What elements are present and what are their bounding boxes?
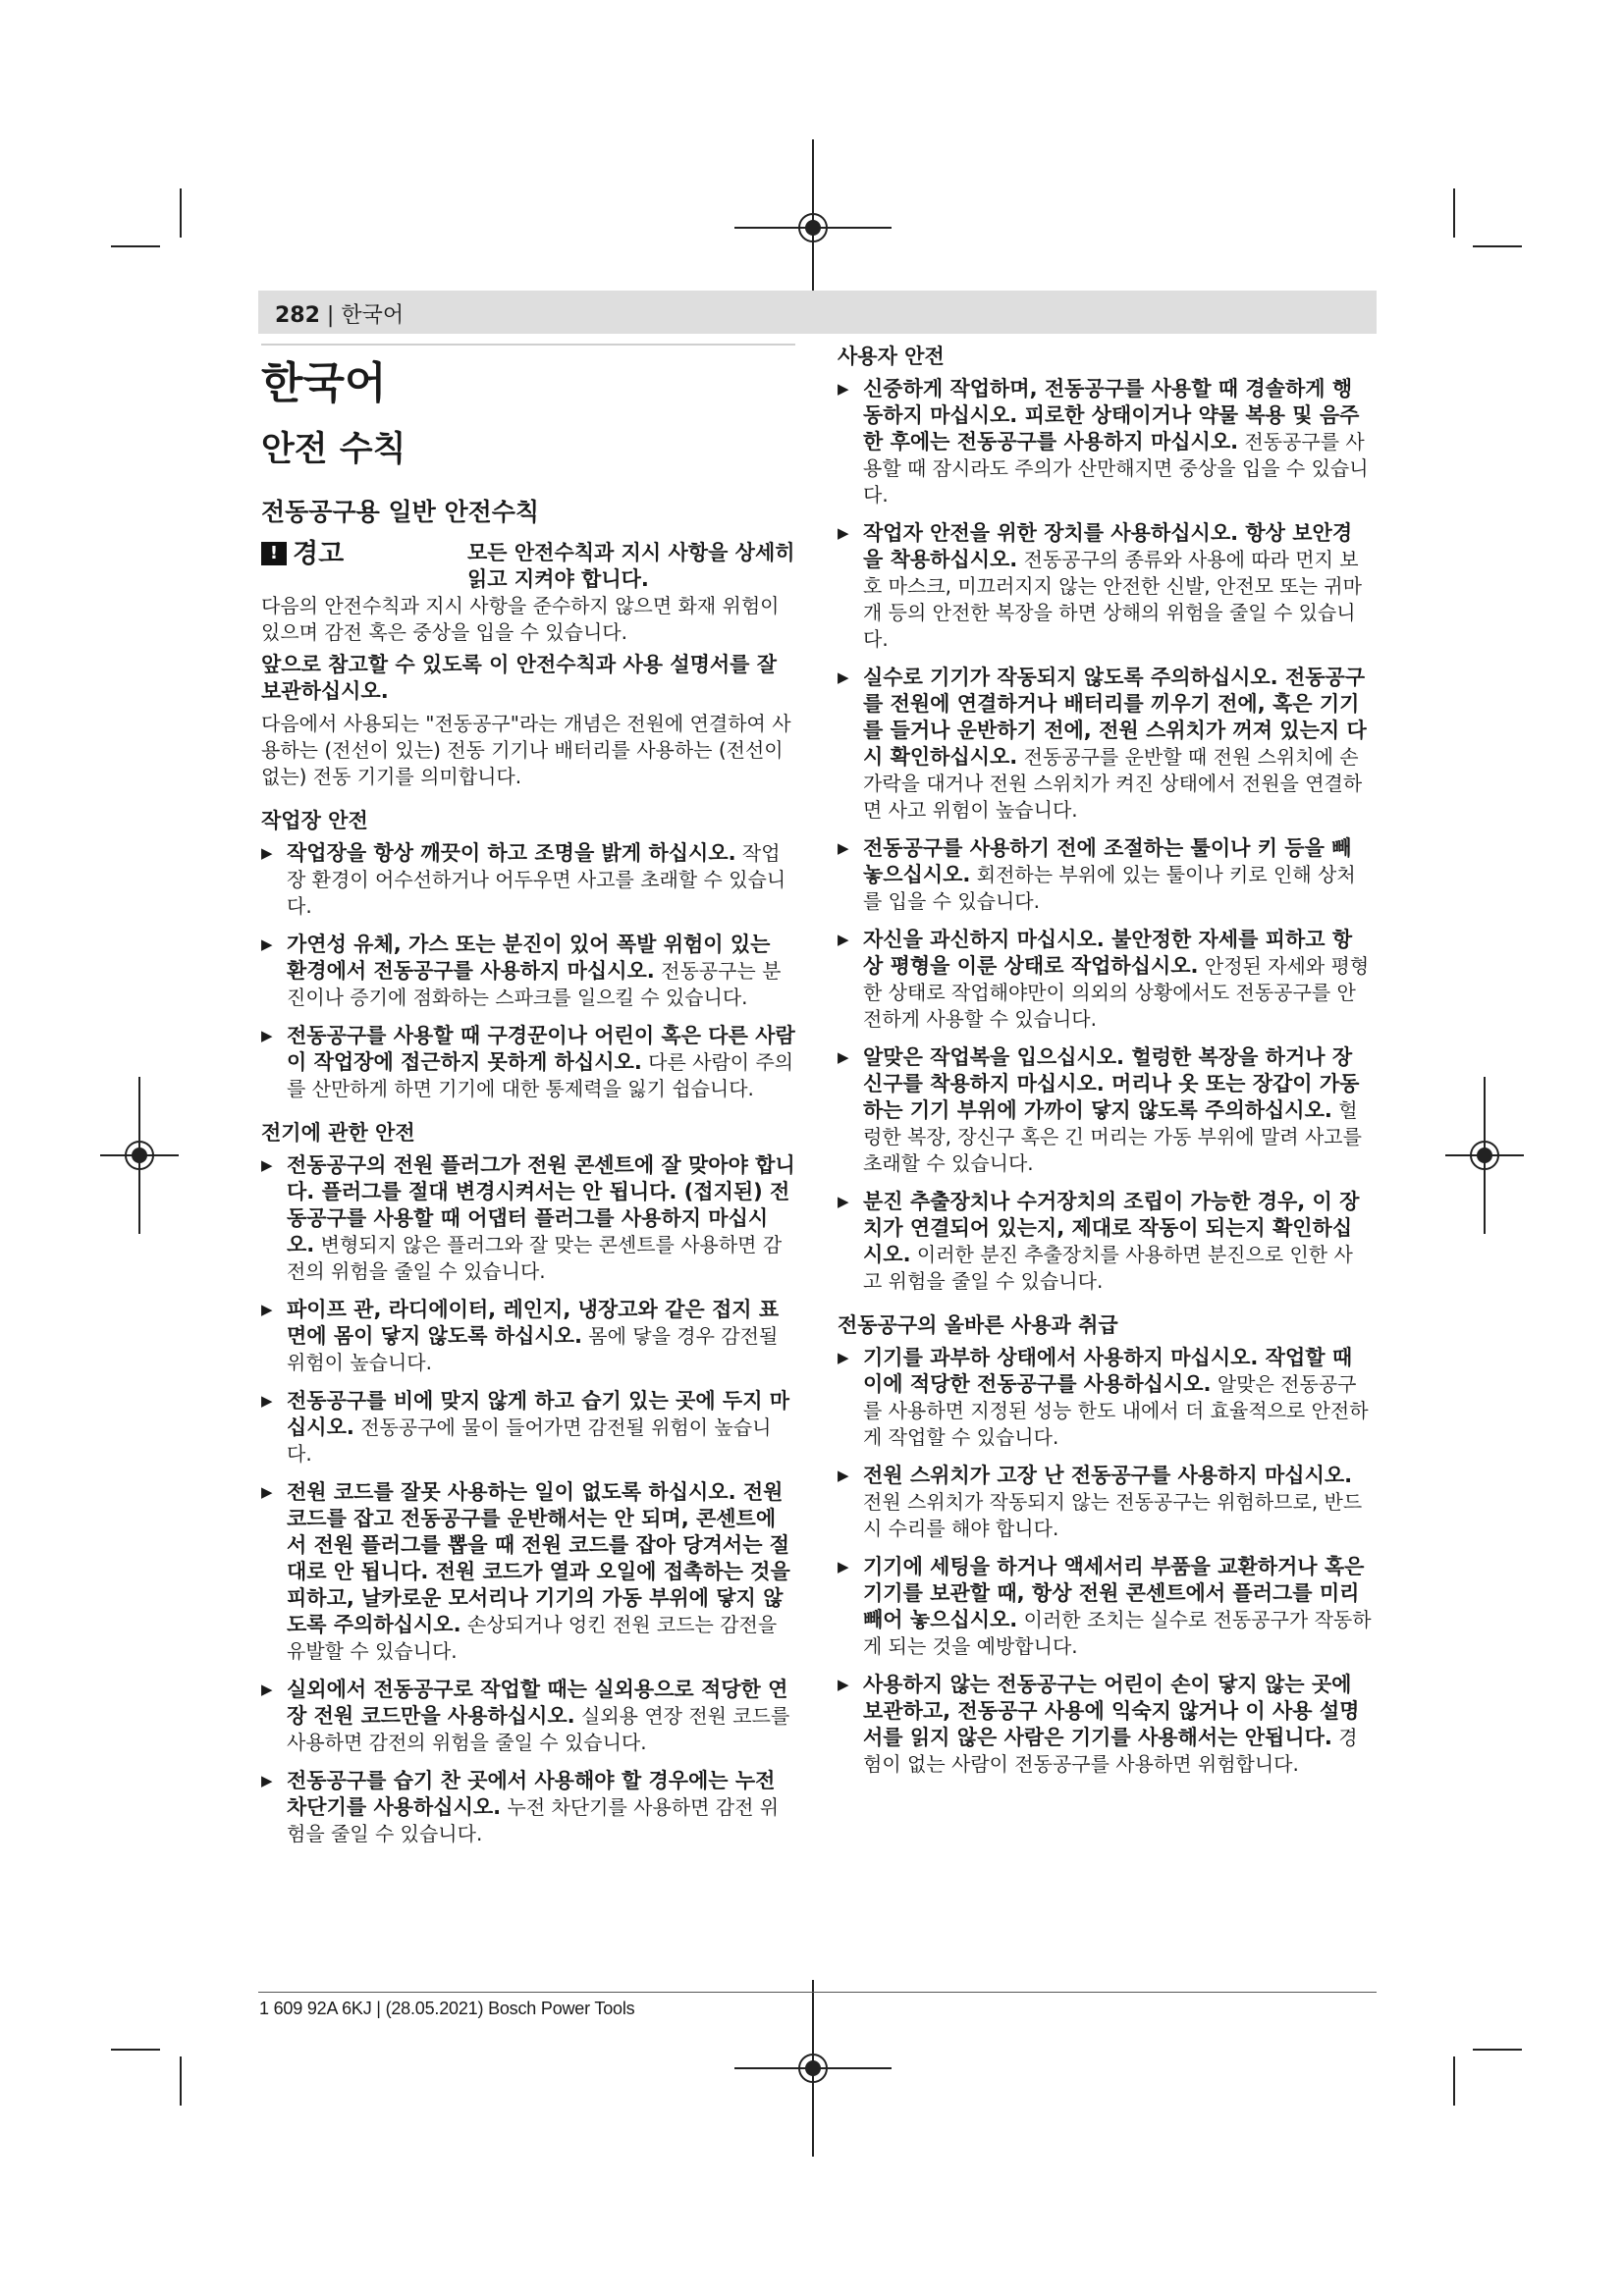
item-bold: 가연성 유체, 가스 또는 분진이 있어 폭발 위험이 있는 환경에서 전동공구를 사용하지 마십시오. — [287, 933, 771, 983]
left-column — [261, 344, 795, 1859]
item-bold: 실외에서 전동공구로 작업할 때는 실외용으로 적당한 연장 전원 코드만을 사용하십시오. — [287, 1678, 788, 1728]
list-item — [838, 835, 1372, 915]
doc-number: 1 609 92A 6KJ — [259, 1999, 372, 2018]
list-item — [838, 1345, 1372, 1451]
list-item — [261, 1479, 795, 1665]
item-bold: 전동공구를 습기 찬 곳에서 사용해야 할 경우에는 누전 차단기를 사용하십시오. — [287, 1769, 776, 1819]
list-item — [261, 932, 795, 1011]
item-bold: 실수로 기기가 작동되지 않도록 주의하십시오. 전동공구를 전원에 연결하거나 배터리를 끼우기 전에, 혹은 기기를 들거나 운반하기 전에, 전원 스위치가 꺼져 있는지 다시 확인하십시오. — [863, 666, 1367, 769]
item-bold: 알맞은 작업복을 입으십시오. 헐렁한 복장을 하거나 장신구를 착용하지 마십시오. 머리나 옷 또는 장갑이 가동하는 기기 부위에 가까이 닿지 않도록 주의하십시오. — [863, 1045, 1360, 1122]
work-area-heading: 작업장 안전 — [261, 809, 368, 832]
page-header — [275, 298, 404, 329]
list-item — [261, 1388, 795, 1468]
list-item — [838, 1189, 1372, 1295]
section-title: 안전 수칙 — [261, 430, 406, 469]
header-separator: | — [319, 303, 342, 328]
footer-brand: Bosch Power Tools — [483, 1999, 635, 2018]
item-text: 전원 스위치가 작동되지 않는 전동공구는 위험하므로, 반드시 수리를 해야 합니다. — [863, 1490, 1363, 1540]
item-bold: 전동공구를 사용할 때 구경꾼이나 어린이 혹은 다른 사람이 작업장에 접근하지 못하게 하십시오. — [287, 1024, 795, 1074]
footer-rule — [258, 1992, 1377, 1993]
item-text: 전동공구를 운반할 때 전원 스위치에 손가락을 대거나 전원 스위치가 켜진 상태에서 전원을 연결하면 사고 위험이 높습니다. — [863, 745, 1363, 822]
list-item — [838, 520, 1372, 653]
warning-block — [261, 540, 795, 593]
registration-mark-top — [725, 139, 901, 316]
crop-mark — [1453, 2056, 1455, 2106]
item-text: 실외용 연장 전원 코드를 사용하면 감전의 위험을 줄일 수 있습니다. — [287, 1704, 790, 1754]
work-area-list — [261, 840, 795, 1102]
registration-mark-right — [1445, 1067, 1524, 1244]
registration-mark-left — [100, 1067, 179, 1244]
definition-text: 다음에서 사용되는 "전동공구"라는 개념은 전원에 연결하여 사용하는 (전선이 있는) 전동 기기나 배터리를 사용하는 (전선이 없는) 전동 기기를 의미합니다. — [261, 712, 791, 788]
crop-mark — [1473, 245, 1522, 247]
page-number: 282 — [275, 303, 320, 328]
item-bold: 기기에 세팅을 하거나 액세서리 부품을 교환하거나 혹은 기기를 보관할 때, 항상 전원 콘센트에서 플러그를 미리 빼어 놓으십시오. — [863, 1555, 1365, 1631]
item-text: 손상되거나 엉킨 전원 코드는 감전을 유발할 수 있습니다. — [287, 1613, 778, 1663]
list-item — [261, 1297, 795, 1376]
page-header-bar — [258, 291, 1377, 334]
item-text: 이러한 분진 추출장치를 사용하면 분진으로 인한 사고 위험을 줄일 수 있습니다. — [863, 1243, 1353, 1293]
item-text: 몸에 닿을 경우 감전될 위험이 높습니다. — [287, 1324, 779, 1374]
crop-mark — [1453, 188, 1455, 238]
header-language: 한국어 — [341, 303, 405, 328]
crop-mark — [180, 2056, 182, 2106]
tool-use-heading: 전동공구의 올바른 사용과 취급 — [838, 1313, 1118, 1337]
general-safety-heading: 전동공구용 일반 안전수칙 — [261, 498, 540, 526]
list-item — [838, 1463, 1372, 1542]
registration-mark-bottom — [725, 1980, 901, 2157]
item-text: 전동공구의 종류와 사용에 따라 먼지 보호 마스크, 미끄러지지 않는 안전한 신발, 안전모 또는 귀마개 등의 안전한 복장을 하면 상해의 위험을 줄일 수 있습니다. — [863, 548, 1362, 651]
item-bold: 신중하게 작업하며, 전동공구를 사용할 때 경솔하게 행동하지 마십시오. 피로한 상태이거나 약물 복용 및 음주한 후에는 전동공구를 사용하지 마십시오. — [863, 377, 1360, 454]
item-bold: 전동공구의 전원 플러그가 전원 콘센트에 잘 맞아야 합니다. 플러그를 절대 변경시켜서는 안 됩니다. (접지된) 전동공구를 사용할 때 어댑터 플러그를 사용하지 마십시오. — [287, 1153, 795, 1256]
warning-lead: 모든 안전수칙과 지시 사항을 상세히 읽고 지켜야 합니다. — [467, 541, 795, 591]
item-bold: 기기를 과부하 상태에서 사용하지 마십시오. 작업할 때 이에 적당한 전동공구를 사용하십시오. — [863, 1346, 1353, 1396]
footer-date: (28.05.2021) — [385, 1999, 484, 2018]
item-text: 안정된 자세와 평형한 상태로 작업해야만이 의외의 상황에서도 전동공구를 안전하게 사용할 수 있습니다. — [863, 954, 1370, 1031]
item-text: 전동공구를 사용할 때 잠시라도 주의가 산만해지면 중상을 입을 수 있습니다. — [863, 430, 1369, 507]
item-bold: 파이프 관, 라디에이터, 레인지, 냉장고와 같은 접지 표면에 몸이 닿지 않도록 하십시오. — [287, 1298, 780, 1348]
item-text: 헐렁한 복장, 장신구 혹은 긴 머리는 가동 부위에 말려 사고를 초래할 수 있습니다. — [863, 1098, 1362, 1175]
item-text: 다른 사람이 주의를 산만하게 하면 기기에 대한 통제력을 잃기 쉽습니다. — [287, 1050, 794, 1100]
warning-text: 다음의 안전수칙과 지시 사항을 준수하지 않으면 화재 위험이 있으며 감전 혹은 중상을 입을 수 있습니다. — [261, 594, 780, 644]
crop-mark — [111, 2049, 160, 2051]
tool-use-list — [838, 1345, 1372, 1778]
list-item — [261, 1023, 795, 1102]
list-item — [838, 1672, 1372, 1778]
personal-safety-list — [838, 376, 1372, 1295]
item-bold: 전동공구를 사용하기 전에 조절하는 툴이나 키 등을 빼 놓으십시오. — [863, 836, 1352, 886]
item-text: 변형되지 않은 플러그와 잘 맞는 콘센트를 사용하면 감전의 위험을 줄일 수 있습니다. — [287, 1233, 783, 1283]
list-item — [261, 1768, 795, 1847]
crop-mark — [111, 245, 160, 247]
item-bold: 작업자 안전을 위한 장치를 사용하십시오. 항상 보안경을 착용하십시오. — [863, 521, 1353, 571]
footer-sep: | — [371, 1999, 386, 2018]
list-item — [838, 1554, 1372, 1660]
list-item — [261, 1152, 795, 1285]
warning-label — [261, 540, 467, 593]
item-text: 경험이 없는 사람이 전동공구를 사용하면 위험합니다. — [863, 1726, 1358, 1776]
item-text: 이러한 조치는 실수로 전동공구가 작동하게 되는 것을 예방합니다. — [863, 1608, 1372, 1658]
item-bold: 사용하지 않는 전동공구는 어린이 손이 닿지 않는 곳에 보관하고, 전동공구 사용에 익숙지 않거나 이 사용 설명서를 읽지 않은 사람은 기기를 사용해서는 안됩니다. — [863, 1673, 1360, 1749]
right-column — [838, 344, 1372, 1789]
item-bold: 분진 추출장치나 수거장치의 조립이 가능한 경우, 이 장치가 연결되어 있는지, 제대로 작동이 되는지 확인하십시오. — [863, 1190, 1360, 1266]
crop-mark — [1473, 2049, 1522, 2051]
keep-instructions: 앞으로 참고할 수 있도록 이 안전수칙과 사용 설명서를 잘 보관하십시오. — [261, 653, 778, 703]
warning-triangle-icon: ! — [261, 542, 287, 565]
list-item — [838, 927, 1372, 1033]
item-bold: 전동공구를 비에 맞지 않게 하고 습기 있는 곳에 두지 마십시오. — [287, 1389, 790, 1439]
item-text: 누전 차단기를 사용하면 감전 위험을 줄일 수 있습니다. — [287, 1795, 780, 1845]
page-footer — [259, 1999, 634, 2019]
item-bold: 자신을 과신하지 마십시오. 불안정한 자세를 피하고 항상 평형을 이룬 상태로 작업하십시오. — [863, 928, 1353, 978]
item-text: 전동공구는 분진이나 증기에 점화하는 스파크를 일으킬 수 있습니다. — [287, 959, 782, 1009]
page-title: 한국어 — [261, 344, 795, 410]
list-item — [261, 1677, 795, 1756]
item-bold: 작업장을 항상 깨끗이 하고 조명을 밝게 하십시오. — [287, 841, 736, 865]
list-item — [838, 1044, 1372, 1177]
item-bold: 전원 코드를 잘못 사용하는 일이 없도록 하십시오. 전원 코드를 잡고 전동공구를 운반해서는 안 되며, 콘센트에서 전원 플러그를 뽑을 때 전원 코드를 잡아 당겨서는 절대로 안 됩니다. 전원 코드가 열과 오일에 접촉하는 것을 피하고, 날카로운 모서리나 기기의 가동 부위에 닿지 않도록 주의하십시오. — [287, 1480, 790, 1636]
item-text: 전동공구에 물이 들어가면 감전될 위험이 높습니다. — [287, 1415, 772, 1466]
list-item — [261, 840, 795, 920]
item-bold: 전원 스위치가 고장 난 전동공구를 사용하지 마십시오. — [863, 1464, 1353, 1487]
personal-safety-heading: 사용자 안전 — [838, 345, 945, 368]
list-item — [838, 376, 1372, 508]
item-text: 회전하는 부위에 있는 툴이나 키로 인해 상처를 입을 수 있습니다. — [863, 863, 1356, 913]
electrical-list — [261, 1152, 795, 1847]
item-text: 작업장 환경이 어수선하거나 어두우면 사고를 초래할 수 있습니다. — [287, 841, 786, 918]
electrical-heading: 전기에 관한 안전 — [261, 1121, 415, 1145]
crop-mark — [180, 188, 182, 238]
warning-word: 경고 — [293, 539, 345, 569]
list-item — [838, 665, 1372, 824]
item-text: 알맞은 전동공구를 사용하면 지정된 성능 한도 내에서 더 효율적으로 안전하게 작업할 수 있습니다. — [863, 1372, 1369, 1449]
